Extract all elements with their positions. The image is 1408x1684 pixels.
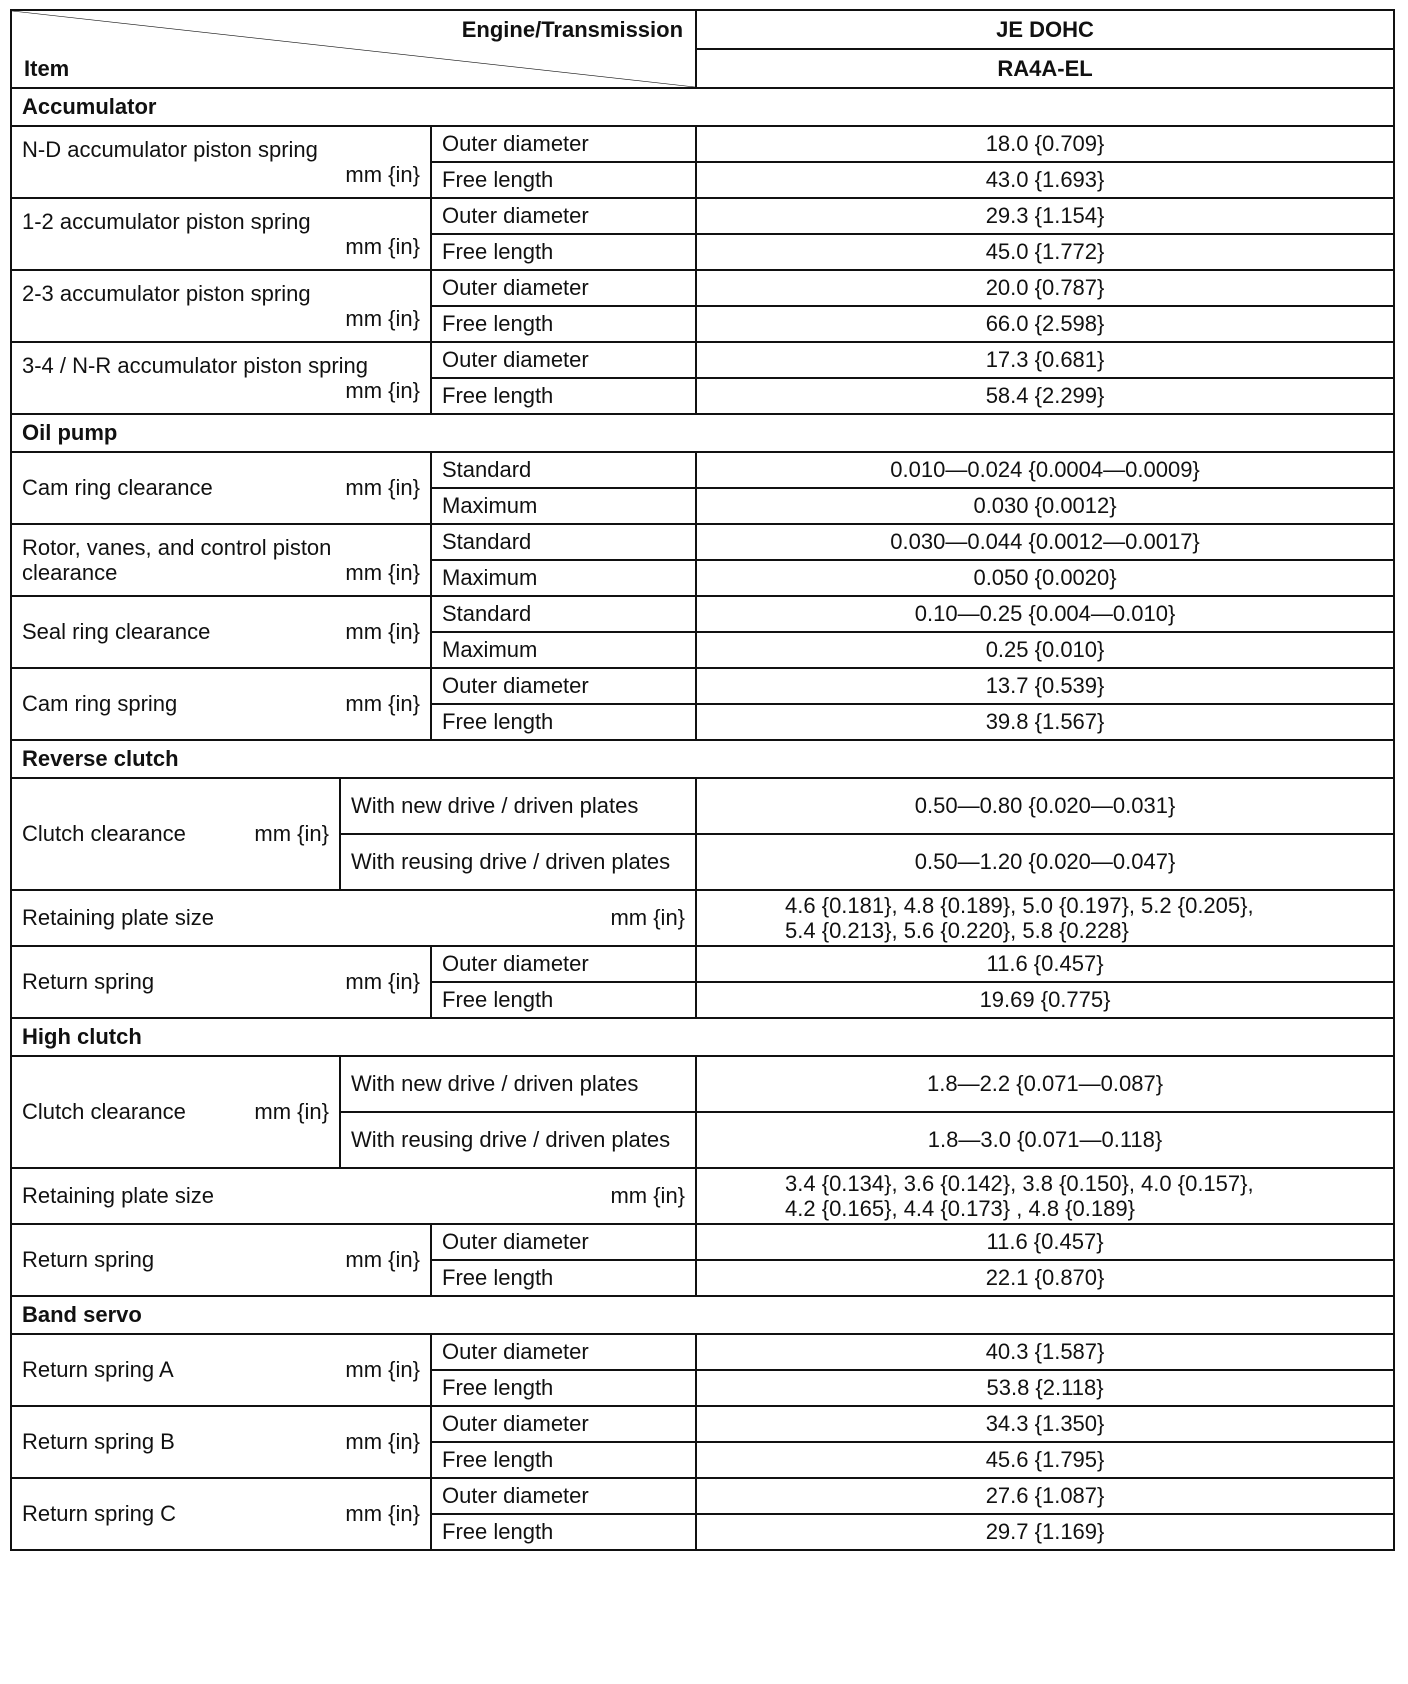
row-label: Outer diameter (431, 342, 696, 378)
row-label: Free length (431, 704, 696, 740)
row-value: 43.0 {1.693} (696, 162, 1394, 198)
row-label: Outer diameter (431, 1406, 696, 1442)
row-value: 0.030—0.044 {0.0012—0.0017} (696, 524, 1394, 560)
row-value: 0.50—0.80 {0.020—0.031} (696, 778, 1394, 834)
row-value: 11.6 {0.457} (696, 946, 1394, 982)
row-value: 34.3 {1.350} (696, 1406, 1394, 1442)
row-value: 17.3 {0.681} (696, 342, 1394, 378)
row-value: 53.8 {2.118} (696, 1370, 1394, 1406)
row-label: With new drive / driven plates (340, 778, 696, 834)
transmission-header: RA4A-EL (696, 49, 1394, 88)
row-label: Free length (431, 234, 696, 270)
row-name: 1-2 accumulator piston spring mm {in} (11, 198, 431, 270)
header-diagonal-cell (11, 10, 696, 88)
row-value (696, 890, 1394, 946)
row-value: 0.25 {0.010} (696, 632, 1394, 668)
row-label: With reusing drive / driven plates (340, 834, 696, 890)
row-name: Retaining plate size mm {in} (11, 890, 696, 946)
plate-sizes-line-1: 3.4 {0.134}, 3.6 {0.142}, 3.8 {0.150}, 4.0 {0.157}, (785, 1170, 1254, 1196)
section-reverse-clutch: Reverse clutch (11, 740, 1394, 778)
row-label: Standard (431, 524, 696, 560)
spec-table (10, 9, 1395, 1551)
row-label: Outer diameter (431, 1334, 696, 1370)
row-value: 45.0 {1.772} (696, 234, 1394, 270)
row-value: 1.8—2.2 {0.071—0.087} (696, 1056, 1394, 1112)
section-oil-pump: Oil pump (11, 414, 1394, 452)
row-name: Clutch clearance mm {in} (11, 1056, 340, 1168)
row-label: Free length (431, 1370, 696, 1406)
table-row (11, 126, 1394, 162)
row-value: 27.6 {1.087} (696, 1478, 1394, 1514)
row-name: 2-3 accumulator piston spring mm {in} (11, 270, 431, 342)
row-label: Outer diameter (431, 1224, 696, 1260)
row-value: 0.50—1.20 {0.020—0.047} (696, 834, 1394, 890)
row-name: Return spring mm {in} (11, 946, 431, 1018)
row-value: 66.0 {2.598} (696, 306, 1394, 342)
table-row (11, 342, 1394, 378)
table-row (11, 890, 1394, 946)
row-value: 19.69 {0.775} (696, 982, 1394, 1018)
row-label: Outer diameter (431, 668, 696, 704)
row-label: Maximum (431, 632, 696, 668)
row-label: Outer diameter (431, 270, 696, 306)
row-value: 45.6 {1.795} (696, 1442, 1394, 1478)
table-row (11, 198, 1394, 234)
table-row (11, 596, 1394, 632)
row-label: With new drive / driven plates (340, 1056, 696, 1112)
section-high-clutch: High clutch (11, 1018, 1394, 1056)
section-band-servo: Band servo (11, 1296, 1394, 1334)
row-name: Seal ring clearance mm {in} (11, 596, 431, 668)
row-value: 20.0 {0.787} (696, 270, 1394, 306)
row-value: 1.8—3.0 {0.071—0.118} (696, 1112, 1394, 1168)
row-label: Outer diameter (431, 126, 696, 162)
row-value: 11.6 {0.457} (696, 1224, 1394, 1260)
table-row (11, 1334, 1394, 1370)
row-label: Standard (431, 596, 696, 632)
row-label: Maximum (431, 560, 696, 596)
row-label: Outer diameter (431, 1478, 696, 1514)
row-value: 29.3 {1.154} (696, 198, 1394, 234)
item-label: Item (24, 55, 70, 81)
row-label: Free length (431, 1442, 696, 1478)
row-label: Outer diameter (431, 198, 696, 234)
row-name: 3-4 / N-R accumulator piston spring mm {in} (11, 342, 431, 414)
table-row (11, 1478, 1394, 1514)
plate-sizes-line-1: 4.6 {0.181}, 4.8 {0.189}, 5.0 {0.197}, 5.2 {0.205}, (785, 892, 1254, 918)
row-value: 18.0 {0.709} (696, 126, 1394, 162)
row-value: 0.10—0.25 {0.004—0.010} (696, 596, 1394, 632)
row-value: 29.7 {1.169} (696, 1514, 1394, 1550)
row-label: Free length (431, 306, 696, 342)
row-name: Return spring C mm {in} (11, 1478, 431, 1550)
engine-header: JE DOHC (696, 10, 1394, 49)
plate-sizes-line-2: 4.2 {0.165}, 4.4 {0.173} , 4.8 {0.189} (785, 1196, 1135, 1221)
row-label: Standard (431, 452, 696, 488)
row-label: Free length (431, 1260, 696, 1296)
table-row (11, 946, 1394, 982)
row-name: Return spring B mm {in} (11, 1406, 431, 1478)
plate-sizes-line-2: 5.4 {0.213}, 5.6 {0.220}, 5.8 {0.228} (785, 918, 1129, 943)
row-name: Cam ring spring mm {in} (11, 668, 431, 740)
row-value: 0.030 {0.0012} (696, 488, 1394, 524)
row-name: Retaining plate size mm {in} (11, 1168, 696, 1224)
row-value: 22.1 {0.870} (696, 1260, 1394, 1296)
row-value: 0.010—0.024 {0.0004—0.0009} (696, 452, 1394, 488)
table-row (11, 1406, 1394, 1442)
table-row (11, 778, 1394, 834)
row-name: N-D accumulator piston spring mm {in} (11, 126, 431, 198)
table-row (11, 270, 1394, 306)
table-row (11, 1168, 1394, 1224)
row-value: 58.4 {2.299} (696, 378, 1394, 414)
row-label: Free length (431, 1514, 696, 1550)
row-value: 39.8 {1.567} (696, 704, 1394, 740)
table-row (11, 524, 1394, 560)
row-name: Rotor, vanes, and control piston clearance mm {in} (11, 524, 431, 596)
section-accumulator: Accumulator (11, 88, 1394, 126)
table-row (11, 1056, 1394, 1112)
row-value: 13.7 {0.539} (696, 668, 1394, 704)
row-value (696, 1168, 1394, 1224)
row-label: Free length (431, 378, 696, 414)
table-row (11, 1224, 1394, 1260)
row-value: 0.050 {0.0020} (696, 560, 1394, 596)
row-name: Clutch clearance mm {in} (11, 778, 340, 890)
table-row (11, 668, 1394, 704)
engine-transmission-label: Engine/Transmission (461, 17, 684, 42)
row-label: Outer diameter (431, 946, 696, 982)
table-row (11, 452, 1394, 488)
row-name: Cam ring clearance mm {in} (11, 452, 431, 524)
row-name: Return spring mm {in} (11, 1224, 431, 1296)
row-label: Maximum (431, 488, 696, 524)
row-label: With reusing drive / driven plates (340, 1112, 696, 1168)
row-value: 40.3 {1.587} (696, 1334, 1394, 1370)
row-name: Return spring A mm {in} (11, 1334, 431, 1406)
row-label: Free length (431, 162, 696, 198)
row-label: Free length (431, 982, 696, 1018)
